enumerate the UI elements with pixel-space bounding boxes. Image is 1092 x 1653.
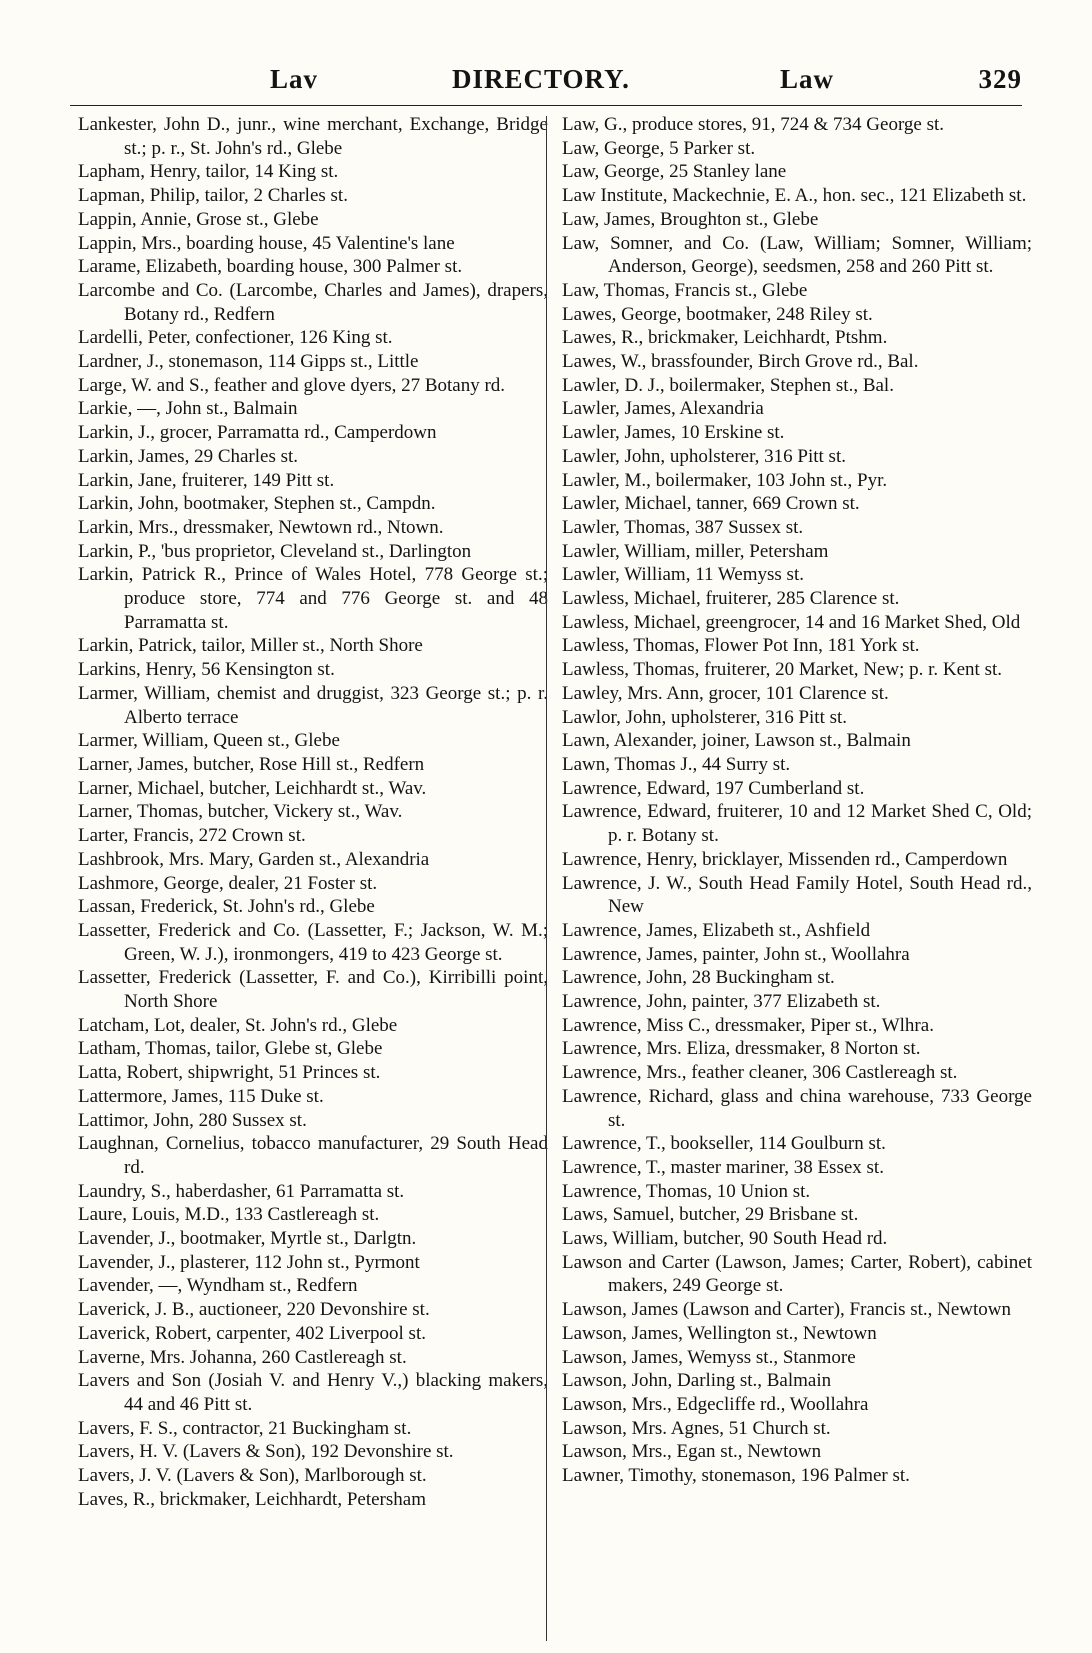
directory-entry: Larner, Thomas, butcher, Vickery st., Wav. [78, 801, 403, 823]
directory-entry: Lattermore, James, 115 Duke st. [78, 1085, 324, 1107]
directory-entry: Laves, R., brickmaker, Leichhardt, Petersham [78, 1488, 426, 1510]
directory-entry: Larame, Elizabeth, boarding house, 300 Palmer st. [78, 256, 463, 278]
directory-entry: Lawrence, Mrs., feather cleaner, 306 Castlereagh st. [562, 1062, 958, 1084]
directory-entry: Lawless, Thomas, fruiterer, 20 Market, New; p. r. Kent st. [562, 659, 1003, 681]
directory-entry: Law, James, Broughton st., Glebe [562, 208, 819, 230]
directory-entry: Law, George, 5 Parker st. [562, 137, 756, 159]
directory-entry: Law, Thomas, Francis st., Glebe [562, 279, 808, 301]
directory-entry: Larner, Michael, butcher, Leichhardt st., Wav. [78, 777, 427, 799]
directory-entry: Larkin, Mrs., dressmaker, Newtown rd., Ntown. [78, 516, 444, 538]
directory-entry: Lapman, Philip, tailor, 2 Charles st. [78, 185, 348, 207]
directory-entry: Law, G., produce stores, 91, 724 & 734 George st. [562, 114, 945, 135]
directory-entry: Larner, James, butcher, Rose Hill st., Redfern [78, 753, 425, 775]
directory-entry: Lawrence, Richard, glass and china warehouse, 733 George st. [562, 1085, 1032, 1131]
directory-entry: Lawrence, James, Elizabeth st., Ashfield [562, 919, 871, 941]
directory-entry: Larmer, William, chemist and druggist, 323 George st.; p. r. Alberto terrace [78, 682, 548, 728]
directory-entry: Lapham, Henry, tailor, 14 King st. [78, 161, 339, 183]
directory-entry: Lawson, John, Darling st., Balmain [562, 1370, 832, 1392]
directory-entry: Lavers, J. V. (Lavers & Son), Marlborough st. [78, 1465, 427, 1487]
directory-entry: Lavender, J., plasterer, 112 John st., Pyrmont [78, 1251, 420, 1273]
directory-entry: Lawler, James, Alexandria [562, 398, 764, 420]
directory-entry: Lawrence, Thomas, 10 Union st. [562, 1180, 811, 1202]
directory-entry: Lawson and Carter (Lawson, James; Carter, Robert), cabinet makers, 249 George st. [562, 1251, 1032, 1297]
directory-entry: Lawner, Timothy, stonemason, 196 Palmer st. [562, 1465, 910, 1487]
directory-entry: Larmer, William, Queen st., Glebe [78, 730, 340, 752]
directory-entry: Latcham, Lot, dealer, St. John's rd., Glebe [78, 1014, 398, 1036]
left-column [78, 113, 548, 1643]
directory-entry: Lawler, William, miller, Petersham [562, 540, 829, 562]
directory-entry: Larkin, J., grocer, Parramatta rd., Camperdown [78, 422, 437, 444]
directory-entry: Lawes, W., brassfounder, Birch Grove rd., Bal. [562, 351, 919, 373]
directory-entry: Lawler, James, 10 Erskine st. [562, 422, 785, 444]
directory-entry: Lashmore, George, dealer, 21 Foster st. [78, 872, 378, 894]
directory-entry: Lankester, John D., junr., wine merchant, Exchange, Bridge st.; p. r., St. John's rd., Glebe [78, 114, 548, 159]
directory-entry: Lappin, Mrs., boarding house, 45 Valentine's lane [78, 232, 455, 254]
directory-entry: Lawson, Mrs. Agnes, 51 Church st. [562, 1417, 831, 1439]
right-column [562, 113, 1032, 1643]
directory-entry: Lappin, Annie, Grose st., Glebe [78, 208, 319, 230]
directory-entry: Larkin, Patrick R., Prince of Wales Hotel, 778 George st.; produce store, 774 and 776 George st. and 48 Parramatta st. [78, 564, 548, 633]
directory-entry: Larkie, —, John st., Balmain [78, 398, 298, 420]
directory-entry: Lawless, Michael, fruiterer, 285 Clarence st. [562, 588, 900, 610]
directory-entry: Laverick, Robert, carpenter, 402 Liverpool st. [78, 1322, 426, 1344]
directory-entry: Lawless, Thomas, Flower Pot Inn, 181 York st. [562, 635, 920, 657]
directory-entry: Lawley, Mrs. Ann, grocer, 101 Clarence st. [562, 682, 889, 704]
directory-entry: Lawson, Mrs., Edgecliffe rd., Woollahra [562, 1393, 869, 1415]
directory-entry: Lawler, Michael, tanner, 669 Crown st. [562, 493, 860, 515]
directory-entry: Lawrence, T., bookseller, 114 Goulburn st. [562, 1133, 886, 1155]
directory-entry: Lassetter, Frederick (Lassetter, F. and Co.), Kirribilli point, North Shore [78, 967, 548, 1013]
directory-entry: Lawson, James (Lawson and Carter), Francis st., Newtown [562, 1299, 1012, 1321]
directory-entry: Lawler, William, 11 Wemyss st. [562, 564, 804, 586]
directory-entry: Lawes, George, bootmaker, 248 Riley st. [562, 303, 873, 325]
directory-entry: Lawrence, T., master mariner, 38 Essex st. [562, 1156, 884, 1178]
directory-entry: Lawrence, Mrs. Eliza, dressmaker, 8 Norton st. [562, 1038, 921, 1060]
directory-entry: Larkin, Patrick, tailor, Miller st., North Shore [78, 635, 423, 657]
directory-entry: Lawrence, Henry, bricklayer, Missenden rd., Camperdown [562, 848, 1008, 870]
directory-entry: Lawler, Thomas, 387 Sussex st. [562, 516, 804, 538]
directory-entry: Lavers, H. V. (Lavers & Son), 192 Devonshire st. [78, 1441, 454, 1463]
page-header [70, 64, 1022, 104]
directory-entry: Lawn, Thomas J., 44 Surry st. [562, 753, 791, 775]
directory-entry: Lawrence, Miss C., dressmaker, Piper st., Wlhra. [562, 1014, 934, 1036]
directory-entry: Latta, Robert, shipwright, 51 Princes st. [78, 1062, 381, 1084]
directory-entry: Lashbrook, Mrs. Mary, Garden st., Alexandria [78, 848, 430, 870]
directory-entry: Lawless, Michael, greengrocer, 14 and 16 Market Shed, Old [562, 611, 1021, 633]
directory-entry: Lawrence, James, painter, John st., Woollahra [562, 943, 910, 965]
directory-entry: Lawler, M., boilermaker, 103 John st., Pyr. [562, 469, 888, 491]
directory-entry: Larter, Francis, 272 Crown st. [78, 825, 306, 847]
directory-entry: Lattimor, John, 280 Sussex st. [78, 1109, 307, 1131]
directory-entry: Laws, Samuel, butcher, 29 Brisbane st. [562, 1204, 859, 1226]
directory-entry: Laughnan, Cornelius, tobacco manufacturer, 29 South Head rd. [78, 1133, 548, 1178]
directory-entry: Lardelli, Peter, confectioner, 126 King st. [78, 327, 393, 349]
directory-entry: Lawler, John, upholsterer, 316 Pitt st. [562, 445, 846, 467]
directory-entry: Lavers and Son (Josiah V. and Henry V.,) blacking makers, 44 and 46 Pitt st. [78, 1370, 548, 1415]
directory-entry: Larkins, Henry, 56 Kensington st. [78, 659, 335, 681]
directory-entry: Laws, William, butcher, 90 South Head rd. [562, 1228, 888, 1250]
directory-entry: Lawn, Alexander, joiner, Lawson st., Balmain [562, 730, 911, 752]
directory-entry: Lassetter, Frederick and Co. (Lassetter, F.; Jackson, W. M.; Green, W. J.), ironmongers, 419 to 423 George st. [78, 919, 548, 965]
directory-entry: Law, Somner, and Co. (Law, William; Somner, William; Anderson, George), seedsmen, 258 and 260 Pitt st. [562, 232, 1032, 278]
directory-entry: Lawrence, John, painter, 377 Elizabeth st. [562, 991, 881, 1013]
directory-entry: Lavers, F. S., contractor, 21 Buckingham st. [78, 1417, 412, 1439]
header-title: DIRECTORY. [452, 64, 630, 94]
directory-entry: Larkin, John, bootmaker, Stephen st., Campdn. [78, 493, 436, 515]
directory-entry: Law Institute, Mackechnie, E. A., hon. sec., 121 Elizabeth st. [562, 185, 1027, 207]
directory-entry: Lawrence, Edward, 197 Cumberland st. [562, 777, 865, 799]
directory-entry: Large, W. and S., feather and glove dyers, 27 Botany rd. [78, 374, 506, 396]
directory-entry: Law, George, 25 Stanley lane [562, 161, 787, 183]
column-divider [546, 116, 547, 1641]
directory-entry: Lawson, James, Wemyss st., Stanmore [562, 1346, 856, 1368]
page-number: 329 [978, 64, 1022, 94]
directory-entry: Larkin, Jane, fruiterer, 149 Pitt st. [78, 469, 335, 491]
directory-entry: Laundry, S., haberdasher, 61 Parramatta st. [78, 1180, 405, 1202]
directory-entry: Lardner, J., stonemason, 114 Gipps st., Little [78, 351, 419, 373]
header-rule [70, 105, 1022, 106]
directory-entry: Larkin, James, 29 Charles st. [78, 445, 299, 467]
directory-entry: Lavender, —, Wyndham st., Redfern [78, 1275, 358, 1297]
header-right-guide-word: Law [780, 64, 835, 94]
directory-entry: Larkin, P., 'bus proprietor, Cleveland st., Darlington [78, 540, 472, 562]
directory-entry: Lawes, R., brickmaker, Leichhardt, Ptshm. [562, 327, 888, 349]
directory-entry: Laverick, J. B., auctioneer, 220 Devonshire st. [78, 1299, 430, 1321]
directory-entry: Lawlor, John, upholsterer, 316 Pitt st. [562, 706, 848, 728]
directory-entry: Lassan, Frederick, St. John's rd., Glebe [78, 896, 375, 918]
directory-entry: Larcombe and Co. (Larcombe, Charles and James), drapers, Botany rd., Redfern [78, 279, 548, 325]
directory-entry: Laverne, Mrs. Johanna, 260 Castlereagh st. [78, 1346, 407, 1368]
header-left-guide-word: Lav [270, 64, 319, 94]
directory-entry: Laure, Louis, M.D., 133 Castlereagh st. [78, 1204, 380, 1226]
directory-entry: Lawson, James, Wellington st., Newtown [562, 1322, 877, 1344]
directory-entry: Lavender, J., bootmaker, Myrtle st., Darlgtn. [78, 1228, 417, 1250]
directory-entry: Latham, Thomas, tailor, Glebe st, Glebe [78, 1038, 383, 1060]
directory-entry: Lawrence, J. W., South Head Family Hotel, South Head rd., New [562, 872, 1032, 918]
directory-entry: Lawson, Mrs., Egan st., Newtown [562, 1441, 822, 1463]
directory-entry: Lawrence, John, 28 Buckingham st. [562, 967, 835, 989]
directory-entry: Lawrence, Edward, fruiterer, 10 and 12 Market Shed C, Old; p. r. Botany st. [562, 801, 1032, 847]
directory-entry: Lawler, D. J., boilermaker, Stephen st., Bal. [562, 374, 894, 396]
